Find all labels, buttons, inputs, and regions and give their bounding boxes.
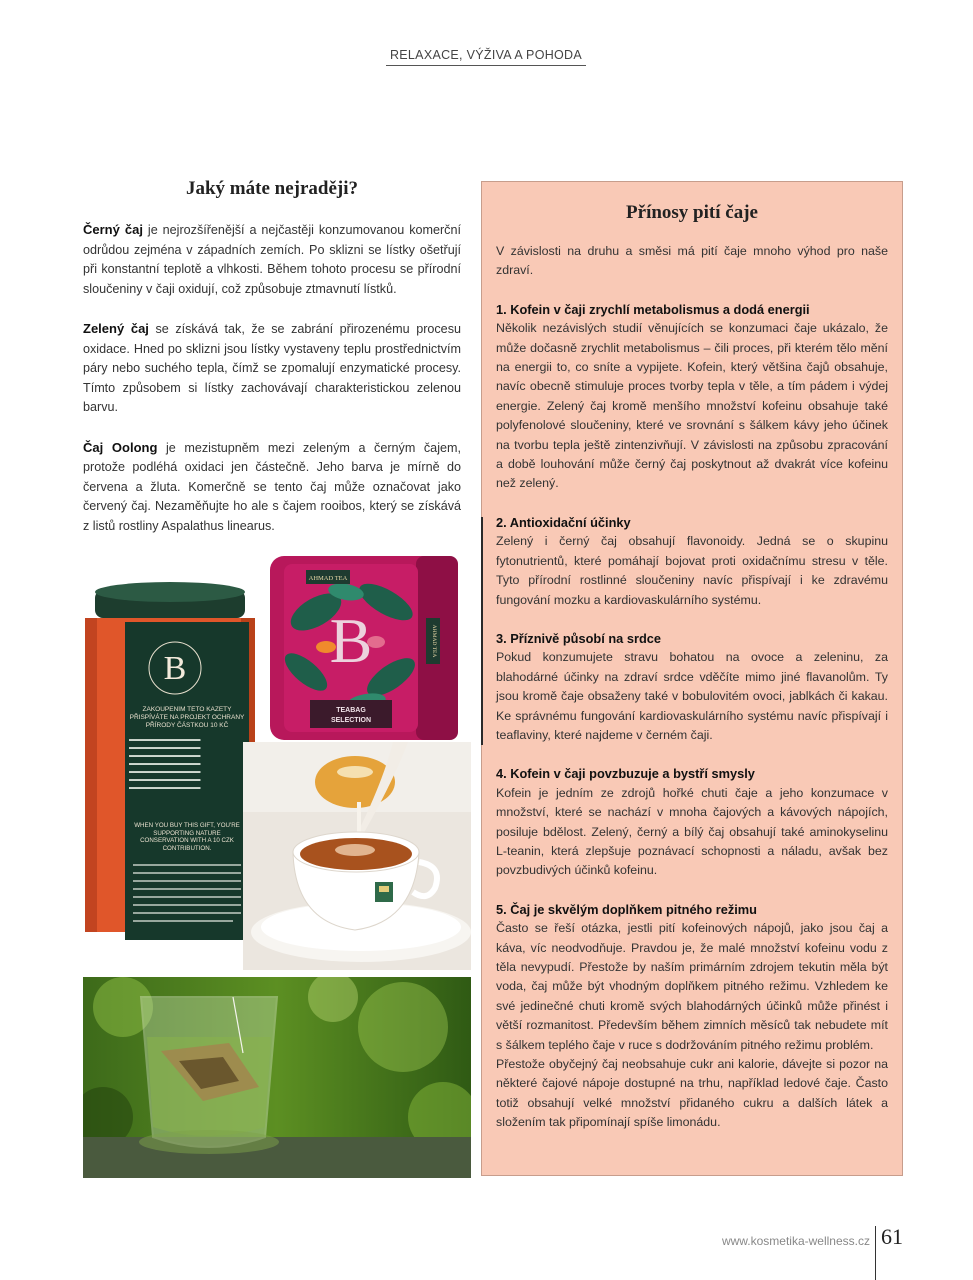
left-title: Jaký máte nejraději?	[185, 178, 359, 199]
section-label: RELAXACE, VÝŽIVA A POHODA	[386, 48, 586, 66]
box-side-brand: AHMAD TEA	[431, 624, 437, 658]
tea-tin-photo: B ZAKOUPENÍM TÉTO KAZETY PŘISPÍVÁTE NA PROJEKT OCHRANY PŘÍRODY ČÁSTKOU 10 KČ ▬▬▬▬▬▬▬▬▬▬▬ ▬▬▬▬▬▬▬▬▬▬▬ ▬▬▬▬▬▬▬▬▬▬▬ ▬▬▬▬▬▬▬▬▬▬▬ ▬▬▬▬▬▬▬▬▬▬▬ ▬▬▬▬▬▬▬▬▬▬▬ ▬▬▬▬▬▬▬▬▬▬▬ WHEN YOU BUY THIS GIFT, YOU'RE SUPPORTING NATURE CONSERVATION WITH A 10 CZK CONTRIBUTION.	[81, 582, 266, 942]
tin-label-en: WHEN YOU BUY THIS GIFT, YOU'RE SUPPORTING NATURE CONSERVATION WITH A 10 CZK CONTRIBUTION.	[134, 822, 240, 852]
box-label-teabag: TEABAG	[336, 707, 366, 714]
panel-title: Přínosy pití čaje	[626, 202, 758, 223]
box-label-selection: SELECTION	[330, 717, 372, 724]
section-4-heading: 4. Kofein v čaji povzbuzuje a bystří smysly	[496, 766, 755, 782]
term-black-tea: Černý čaj	[83, 222, 143, 237]
section-2-body: Zelený i černý čaj obsahují flavonoidy. Jedná se o skupinu fytonutrientů, které pomáhají bojovat proti oxidačnímu stresu v těle. Tyto přírodní rostlinné sloučeniny navíc přispívají i ke zdravému fungování mozku a kardiovaskulárního systému.	[496, 534, 888, 607]
text-green-tea: se získává tak, že se zabrání přirozenému procesu oxidace. Hned po sklizni jsou lístky vystaveny teplu prostřednictvím páry nebo suchého tepla, čímž se zpomalují enzymatické procesy. Tímto způsobem si lístky zachovávají charakteristickou zelenou barvu.	[83, 321, 461, 415]
section-3-heading: 3. Příznivě působí na srdce	[496, 630, 661, 646]
svg-text:B: B	[163, 650, 187, 687]
tea-cup-photo	[243, 742, 471, 970]
text-black-tea: je nejrozšířenější a nejčastěji konzumovanou komerční odrůdou zejména v západních zemích. Po sklizni se lístky ošetřují při konstantní teplotě a vlhkosti. Během tohoto procesu se přírodní sloučeniny v čaji oxidují, což způsobuje ztmavnutí lístků.	[83, 223, 461, 296]
tea-glass-photo	[83, 977, 471, 1178]
teabag-box-photo	[266, 552, 464, 744]
section-4-body: Kofein je jedním ze zdrojů hořké chuti čaje a jeho konzumace v množství, které se nachází v mnoha čajových a kávových nápojích, posiluje bdělost. Zelený, černý a bílý čaj obsahují také aminokyselinu L-teanin, která zlepšuje poznávací schopnosti a náladu, avšak bez povzbudivých účinků kofeinu.	[496, 785, 888, 878]
section-5-heading: 5. Čaj je skvělým doplňkem pitného režimu	[496, 901, 757, 917]
paragraph-black-tea	[83, 220, 461, 299]
text-oolong: je mezistupněm mezi zeleným a černým čajem, protože podléhá oxidaci jen částečně. Jeho barva je mírně do červena a žluta. Komerčně se tento čaj může označovat jako červený čaj. Nezaměňujte ho ale s čajem rooibos, který se získává z listů rostliny Aspalathus linearus.	[83, 440, 461, 533]
box-brand: AHMAD TEA	[308, 575, 348, 582]
section-2-heading: 2. Antioxidační účinky	[496, 514, 631, 530]
tin-label-cz: ZAKOUPENÍM TÉTO KAZETY PŘISPÍVÁTE NA PROJEKT OCHRANY PŘÍRODY ČÁSTKOU 10 KČ	[129, 706, 245, 729]
panel-accent-line	[481, 517, 483, 745]
panel-intro: V závislosti na druhu a směsi má pití čaje mnoho výhod pro naše zdraví.	[496, 244, 888, 278]
page-number: 61	[881, 1224, 903, 1249]
benefits-panel	[481, 181, 903, 1176]
section-1-body: Několik nezávislých studií věnujících se konzumaci čaje ukázalo, že může dočasně zrychlit metabolismus – čili proces, při kterém tělo mění na energii to, co sníte a vypijete. Kofein, který většina čajů obsahuje, navíc obecně stimuluje proces tvorby tepla v těle, a tím pádem i výdej energie. Zelený čaj kromě menšího množství kofeinu obsahuje také polyfenolové sloučeniny, které ve srovnání s šálkem kávy jeho účinek na tvorbu tepla ještě zintenzivňují. V závislosti na způsobu zpracování a době louhování může černý čaj poskytnout až dvakrát více kofeinu než zelený.	[496, 321, 888, 491]
footer-url: www.kosmetika-wellness.cz	[721, 1234, 870, 1248]
section-1-heading: 1. Kofein v čaji zrychlí metabolismus a dodá energii	[496, 301, 810, 317]
section-3-body: Pokud konzumujete stravu bohatou na ovoce a zeleninu, za blahodárné účinky na zdraví srdce vděčíte mimo jiné flavanolům. Ty jsou kromě čaje obsaženy také v bobulovitém ovoci, jablkách či kakau. Ke správnému fungování kardiovaskulárního systému navíc přispívají i teaflaviny, které najdeme v černém čaji.	[496, 650, 888, 742]
left-column	[83, 178, 461, 556]
footer-divider	[875, 1226, 876, 1280]
term-green-tea: Zelený čaj	[83, 320, 149, 336]
paragraph-oolong	[83, 438, 461, 537]
paragraph-green-tea	[83, 319, 461, 418]
section-5-body: Často se řeší otázka, jestli pití kofeinových nápojů, jako jsou čaj a káva, víc neodvodňuje. Pravdou je, že malé množství kofeinu vodu z těla nevypudí. Přestože by naším primárním zdrojem tekutin měla být voda, čaj může být vhodným doplňkem pitného režimu. Vzhledem ke své jedinečné chuti kromě svých blahodárných účinků může přinést i větší rozmanitost. Především během zimních měsíců tak nebudete mít s šálkem teplého čaje v ruce s dodržováním pitného režimu problém.	[496, 921, 888, 1052]
section-5-body-2: Přestože obyčejný čaj neobsahuje cukr ani kalorie, dávejte si pozor na některé čajové nápoje dostupné na trhu, například ledové čaje. Často totiž obsahují velké množství přidaného cukru a dalších látek a složením tak připomínají spíše limonádu.	[496, 1057, 888, 1130]
svg-text:B: B	[329, 605, 373, 676]
term-oolong: Čaj Oolong	[83, 439, 158, 455]
